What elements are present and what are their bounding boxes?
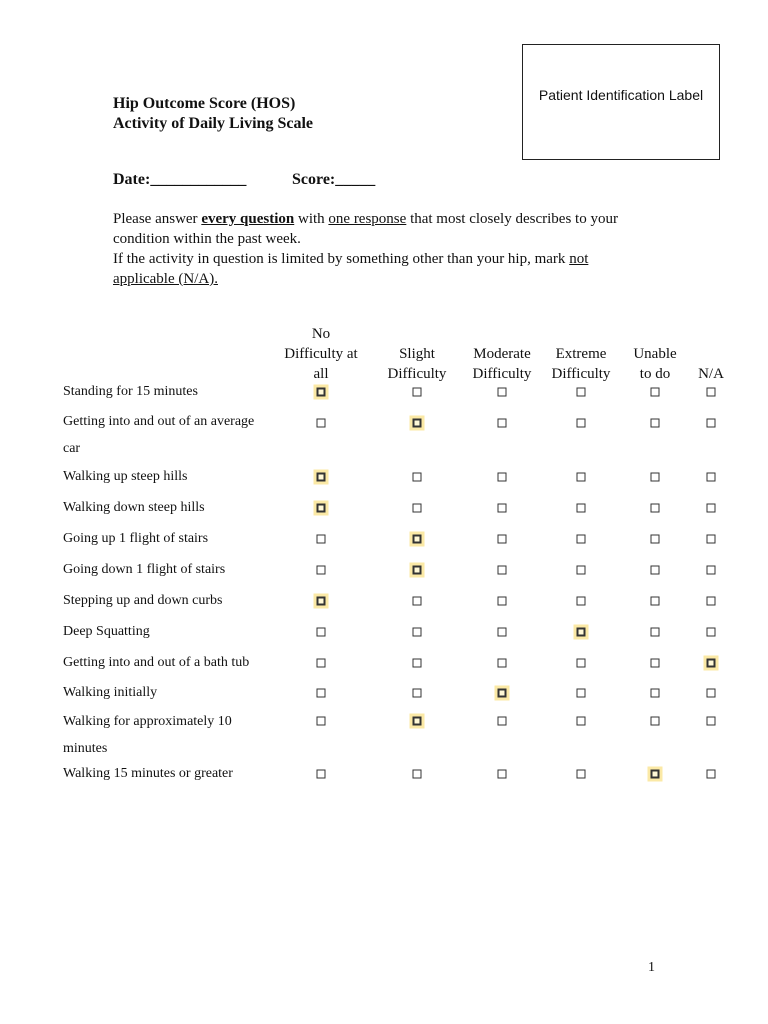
column-header-line: Extreme (555, 346, 607, 362)
response-checkbox[interactable] (317, 717, 326, 726)
response-checkbox[interactable] (413, 597, 422, 606)
response-checkbox[interactable] (651, 504, 660, 513)
question-label: Going down 1 flight of stairs (63, 562, 226, 577)
response-checkbox[interactable] (498, 504, 507, 513)
response-checkbox-selected[interactable] (317, 473, 326, 482)
response-checkbox[interactable] (707, 535, 716, 544)
response-checkbox[interactable] (413, 504, 422, 513)
response-checkbox[interactable] (577, 659, 586, 668)
response-checkbox-selected[interactable] (413, 419, 422, 428)
question-label: Walking for approximately 10 minutes (63, 714, 232, 756)
column-header-line: to do (639, 366, 671, 382)
column-header-line: Difficulty at (284, 346, 358, 362)
response-checkbox[interactable] (707, 504, 716, 513)
response-checkbox-selected[interactable] (317, 388, 326, 397)
question-label: Deep Squatting (63, 624, 150, 639)
response-checkbox[interactable] (413, 628, 422, 637)
instruction-text: Please answer (113, 211, 202, 227)
response-checkbox[interactable] (577, 717, 586, 726)
question-label: Walking initially (63, 685, 158, 700)
question-label: Walking down steep hills (63, 500, 205, 515)
response-checkbox[interactable] (577, 419, 586, 428)
response-checkbox[interactable] (651, 419, 660, 428)
question-label: Walking 15 minutes or greater (63, 766, 233, 781)
response-checkbox[interactable] (577, 770, 586, 779)
column-header (633, 324, 676, 384)
title-line-2: Activity of Daily Living Scale (113, 115, 313, 132)
response-checkbox-selected[interactable] (413, 535, 422, 544)
column-header (698, 324, 724, 384)
response-checkbox-selected[interactable] (498, 689, 507, 698)
response-checkbox-selected[interactable] (707, 659, 716, 668)
response-checkbox[interactable] (577, 504, 586, 513)
response-checkbox[interactable] (317, 628, 326, 637)
response-checkbox[interactable] (651, 473, 660, 482)
column-header (284, 324, 357, 384)
response-checkbox[interactable] (317, 659, 326, 668)
response-checkbox[interactable] (413, 770, 422, 779)
question-label: Standing for 15 minutes (63, 384, 198, 399)
response-checkbox[interactable] (651, 628, 660, 637)
response-checkbox[interactable] (413, 388, 422, 397)
instruction-text: with (294, 211, 329, 227)
response-checkbox[interactable] (577, 388, 586, 397)
response-checkbox[interactable] (651, 717, 660, 726)
response-checkbox[interactable] (577, 566, 586, 575)
response-checkbox[interactable] (707, 628, 716, 637)
response-checkbox[interactable] (707, 770, 716, 779)
response-checkbox-selected[interactable] (413, 566, 422, 575)
response-checkbox[interactable] (707, 597, 716, 606)
response-checkbox[interactable] (413, 473, 422, 482)
response-checkbox[interactable] (577, 689, 586, 698)
page-number: 1 (648, 960, 655, 975)
question-label: Getting into and out of a bath tub (63, 655, 250, 670)
response-checkbox[interactable] (707, 388, 716, 397)
column-header-line: Slight (399, 346, 435, 362)
response-checkbox[interactable] (577, 597, 586, 606)
column-header (552, 324, 611, 384)
column-header-line: Difficulty (551, 366, 611, 382)
question-label: Walking up steep hills (63, 469, 188, 484)
column-header-line: Difficulty (387, 366, 447, 382)
question-label: Going up 1 flight of stairs (63, 531, 209, 546)
column-header-line: Unable (633, 346, 677, 362)
response-checkbox[interactable] (707, 689, 716, 698)
response-checkbox[interactable] (413, 689, 422, 698)
response-checkbox-selected[interactable] (413, 717, 422, 726)
response-checkbox[interactable] (651, 689, 660, 698)
instruction-paragraph-2 (113, 249, 653, 289)
response-checkbox-selected[interactable] (317, 597, 326, 606)
response-checkbox[interactable] (498, 597, 507, 606)
instruction-text: If the activity in question is limited by something other than your hip, mark (113, 251, 570, 267)
column-header (388, 324, 447, 384)
patient-identification-label-box (522, 44, 720, 160)
response-checkbox[interactable] (317, 566, 326, 575)
response-checkbox[interactable] (577, 535, 586, 544)
instruction-emphasis-every-question: every question (201, 211, 295, 227)
response-checkbox[interactable] (651, 566, 660, 575)
response-checkbox[interactable] (707, 419, 716, 428)
instruction-emphasis-one-response: one response (328, 211, 407, 227)
instruction-text: that most closely describes to your condition within the past week. (113, 211, 618, 247)
date-field[interactable]: Date:____________ (113, 171, 247, 188)
response-checkbox[interactable] (317, 770, 326, 779)
response-checkbox[interactable] (317, 419, 326, 428)
response-checkbox[interactable] (498, 473, 507, 482)
response-checkbox-selected[interactable] (651, 770, 660, 779)
column-header-line: N/A (698, 366, 724, 382)
response-checkbox[interactable] (498, 628, 507, 637)
response-checkbox[interactable] (577, 473, 586, 482)
question-label: Getting into and out of an average car (63, 414, 255, 456)
response-checkbox[interactable] (498, 770, 507, 779)
response-checkbox[interactable] (498, 659, 507, 668)
response-checkbox[interactable] (651, 597, 660, 606)
response-checkbox[interactable] (707, 566, 716, 575)
response-checkbox[interactable] (413, 659, 422, 668)
score-field[interactable]: Score:_____ (292, 171, 376, 188)
response-checkbox[interactable] (498, 566, 507, 575)
column-header-line: Moderate (473, 346, 531, 362)
instruction-paragraph-1 (113, 209, 653, 249)
response-checkbox-selected[interactable] (577, 628, 586, 637)
column-header (473, 324, 532, 384)
column-header-line: Difficulty (472, 366, 532, 382)
response-checkbox[interactable] (707, 473, 716, 482)
response-checkbox[interactable] (651, 388, 660, 397)
response-checkbox[interactable] (707, 717, 716, 726)
form-title (113, 94, 313, 134)
response-checkbox[interactable] (651, 535, 660, 544)
instruction-emphasis-not-applicable: not applicable (N/A). (113, 251, 589, 287)
column-header-line: No (311, 326, 331, 342)
patient-label-text: Patient Identification Label (538, 87, 704, 103)
column-header-line: all (313, 366, 329, 382)
response-checkbox[interactable] (317, 535, 326, 544)
response-checkbox-selected[interactable] (317, 504, 326, 513)
instructions (113, 209, 653, 289)
response-checkbox[interactable] (498, 535, 507, 544)
response-checkbox[interactable] (651, 659, 660, 668)
response-checkbox[interactable] (498, 717, 507, 726)
response-checkbox[interactable] (317, 689, 326, 698)
response-checkbox[interactable] (498, 419, 507, 428)
response-checkbox[interactable] (498, 388, 507, 397)
question-label: Stepping up and down curbs (63, 593, 223, 608)
title-line-1: Hip Outcome Score (HOS) (113, 95, 296, 112)
